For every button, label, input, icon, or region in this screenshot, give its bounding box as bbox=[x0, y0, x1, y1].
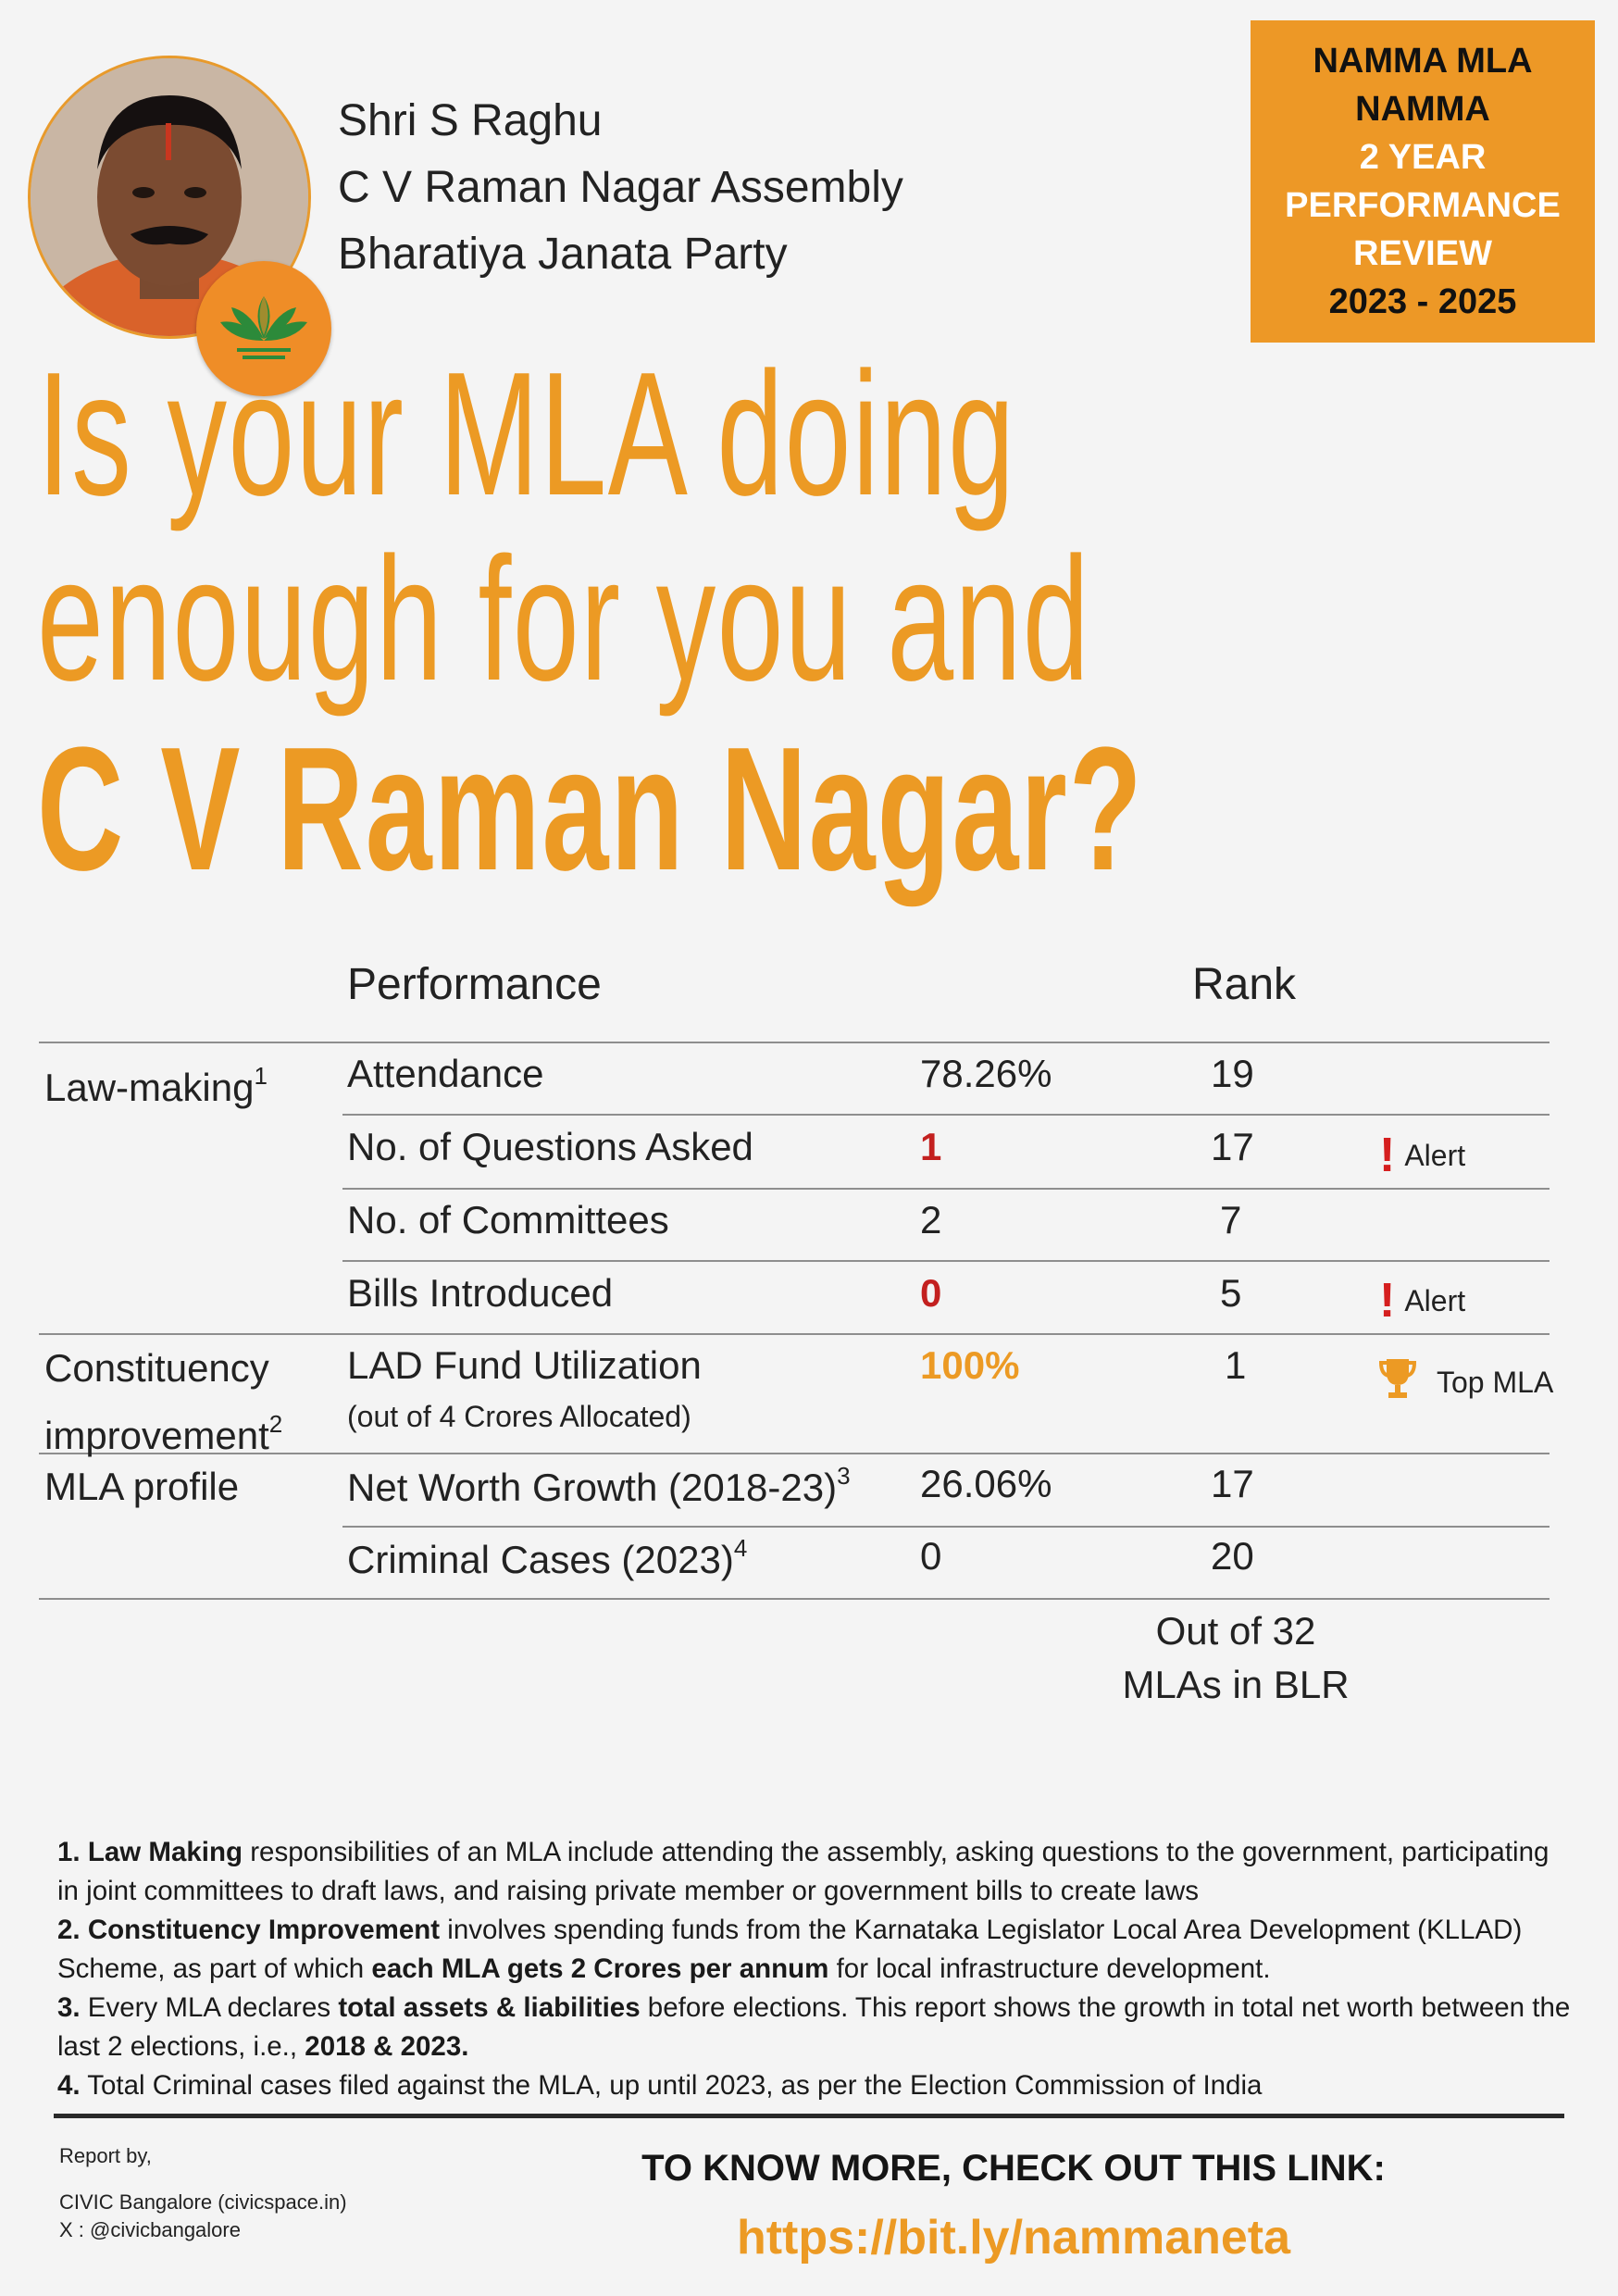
mla-constituency: C V Raman Nagar Assembly bbox=[338, 163, 903, 212]
metric-lad-fund-note: (out of 4 Crores Allocated) bbox=[347, 1400, 691, 1433]
twitter-handle[interactable]: X : @civicbangalore bbox=[59, 2218, 241, 2241]
footnote-3: 3. Every MLA declares total assets & liabilities before elections. This report shows the growth in total net worth between the last 2 elections, i.e., 2018 & 2023. bbox=[57, 1992, 1571, 2062]
alert-icon: ! bbox=[1379, 1274, 1396, 1328]
cta-link[interactable]: https://bit.ly/nammaneta bbox=[736, 2211, 1291, 2265]
rank-committees: 7 bbox=[1220, 1198, 1242, 1242]
value-lad-fund: 100% bbox=[920, 1343, 1020, 1387]
alert-questions: ! Alert bbox=[1379, 1129, 1466, 1182]
footnote-2: 2. Constituency Improvement involves spending funds from the Karnataka Legislator Local Area Development (KLLAD) Scheme, as part of which each MLA gets 2 Crores per annum for local infrastructure development. bbox=[57, 1915, 1523, 1984]
row-divider bbox=[342, 1114, 1550, 1116]
rank-attendance: 19 bbox=[1211, 1052, 1254, 1095]
metric-committees: No. of Committees bbox=[347, 1198, 669, 1242]
column-header-rank: Rank bbox=[1192, 960, 1297, 1009]
review-line-5: REVIEW bbox=[1353, 234, 1492, 273]
category-constituency: Constituency improvement$^2$ bbox=[44, 1346, 283, 1457]
metric-criminal-cases: Criminal Cases $(2023)^4$ bbox=[347, 1534, 748, 1581]
value-questions: 1 bbox=[920, 1125, 942, 1168]
review-line-1: NAMMA MLA bbox=[1313, 42, 1533, 81]
rank-criminal-cases: 20 bbox=[1211, 1534, 1254, 1578]
call-to-action bbox=[629, 2148, 1398, 2265]
rank-net-worth: 17 bbox=[1211, 1462, 1254, 1505]
metric-attendance: Attendance bbox=[347, 1052, 544, 1095]
value-bills: 0 bbox=[920, 1271, 942, 1315]
review-line-3: 2 YEAR bbox=[1359, 138, 1487, 177]
category-mla-profile: MLA profile bbox=[44, 1465, 240, 1508]
row-divider bbox=[39, 1042, 1550, 1043]
mla-party: Bharatiya Janata Party bbox=[338, 230, 788, 279]
mla-name: Shri S Raghu bbox=[338, 96, 603, 145]
alert-icon: ! bbox=[1379, 1129, 1396, 1182]
category-law-making: Law-making$^1$ bbox=[44, 1062, 268, 1109]
rank-lad-fund: 1 bbox=[1225, 1343, 1247, 1387]
top-mla-badge: Top MLA bbox=[1379, 1357, 1553, 1407]
metric-net-worth: Net Worth Growth (2018-23)$^3$ bbox=[347, 1462, 851, 1509]
headline-line-1: Is your MLA doing bbox=[37, 336, 1016, 532]
cta-text: TO KNOW MORE, CHECK OUT THIS LINK: bbox=[641, 2148, 1386, 2189]
footnote-4: 4. Total Criminal cases filed against the MLA, up until 2023, as per the Election Commission of India bbox=[57, 2070, 1263, 2101]
value-committees: 2 bbox=[920, 1198, 942, 1242]
rank-questions: 17 bbox=[1211, 1125, 1254, 1168]
org-name[interactable]: CIVIC Bangalore (civicspace.in) bbox=[59, 2190, 347, 2214]
row-divider bbox=[342, 1526, 1550, 1528]
footnote-1: 1. Law Making responsibilities of an MLA include attending the assembly, asking questions to the government, participating in joint committees to draft laws, and raising private member or government bills to create laws bbox=[57, 1837, 1550, 1906]
footnotes bbox=[57, 1833, 1575, 2105]
mla-info bbox=[338, 88, 903, 288]
review-line-2: NAMMA bbox=[1355, 90, 1490, 129]
review-line-4: PERFORMANCE bbox=[1285, 186, 1561, 225]
footer-divider bbox=[54, 2114, 1564, 2118]
row-divider bbox=[39, 1598, 1550, 1600]
metric-bills: Bills Introduced bbox=[347, 1271, 614, 1315]
headline-line-2: enough for you and bbox=[37, 521, 1090, 718]
value-net-worth: 26.06% bbox=[920, 1462, 1052, 1505]
column-header-performance: Performance bbox=[347, 960, 602, 1009]
row-divider bbox=[39, 1333, 1550, 1335]
value-criminal-cases: 0 bbox=[920, 1534, 942, 1578]
row-divider bbox=[342, 1260, 1550, 1262]
value-attendance: 78.26% bbox=[920, 1052, 1052, 1095]
metric-lad-fund: LAD Fund Utilization bbox=[347, 1343, 702, 1387]
review-line-6: 2023 - 2025 bbox=[1328, 282, 1517, 321]
report-credits: Report by, CIVIC Bangalore (civicspace.in) X : @civicbangalore bbox=[59, 2142, 347, 2244]
metric-questions: No. of Questions Asked bbox=[347, 1125, 753, 1168]
headline-line-3: C V Raman Nagar? bbox=[37, 711, 1144, 907]
review-badge bbox=[1251, 20, 1595, 343]
trophy-icon bbox=[1379, 1357, 1416, 1407]
row-divider bbox=[342, 1188, 1550, 1190]
rank-bills: 5 bbox=[1220, 1271, 1242, 1315]
rank-note: Out of 32 MLAs in BLR bbox=[1122, 1609, 1350, 1706]
alert-bills: ! Alert bbox=[1379, 1274, 1466, 1328]
